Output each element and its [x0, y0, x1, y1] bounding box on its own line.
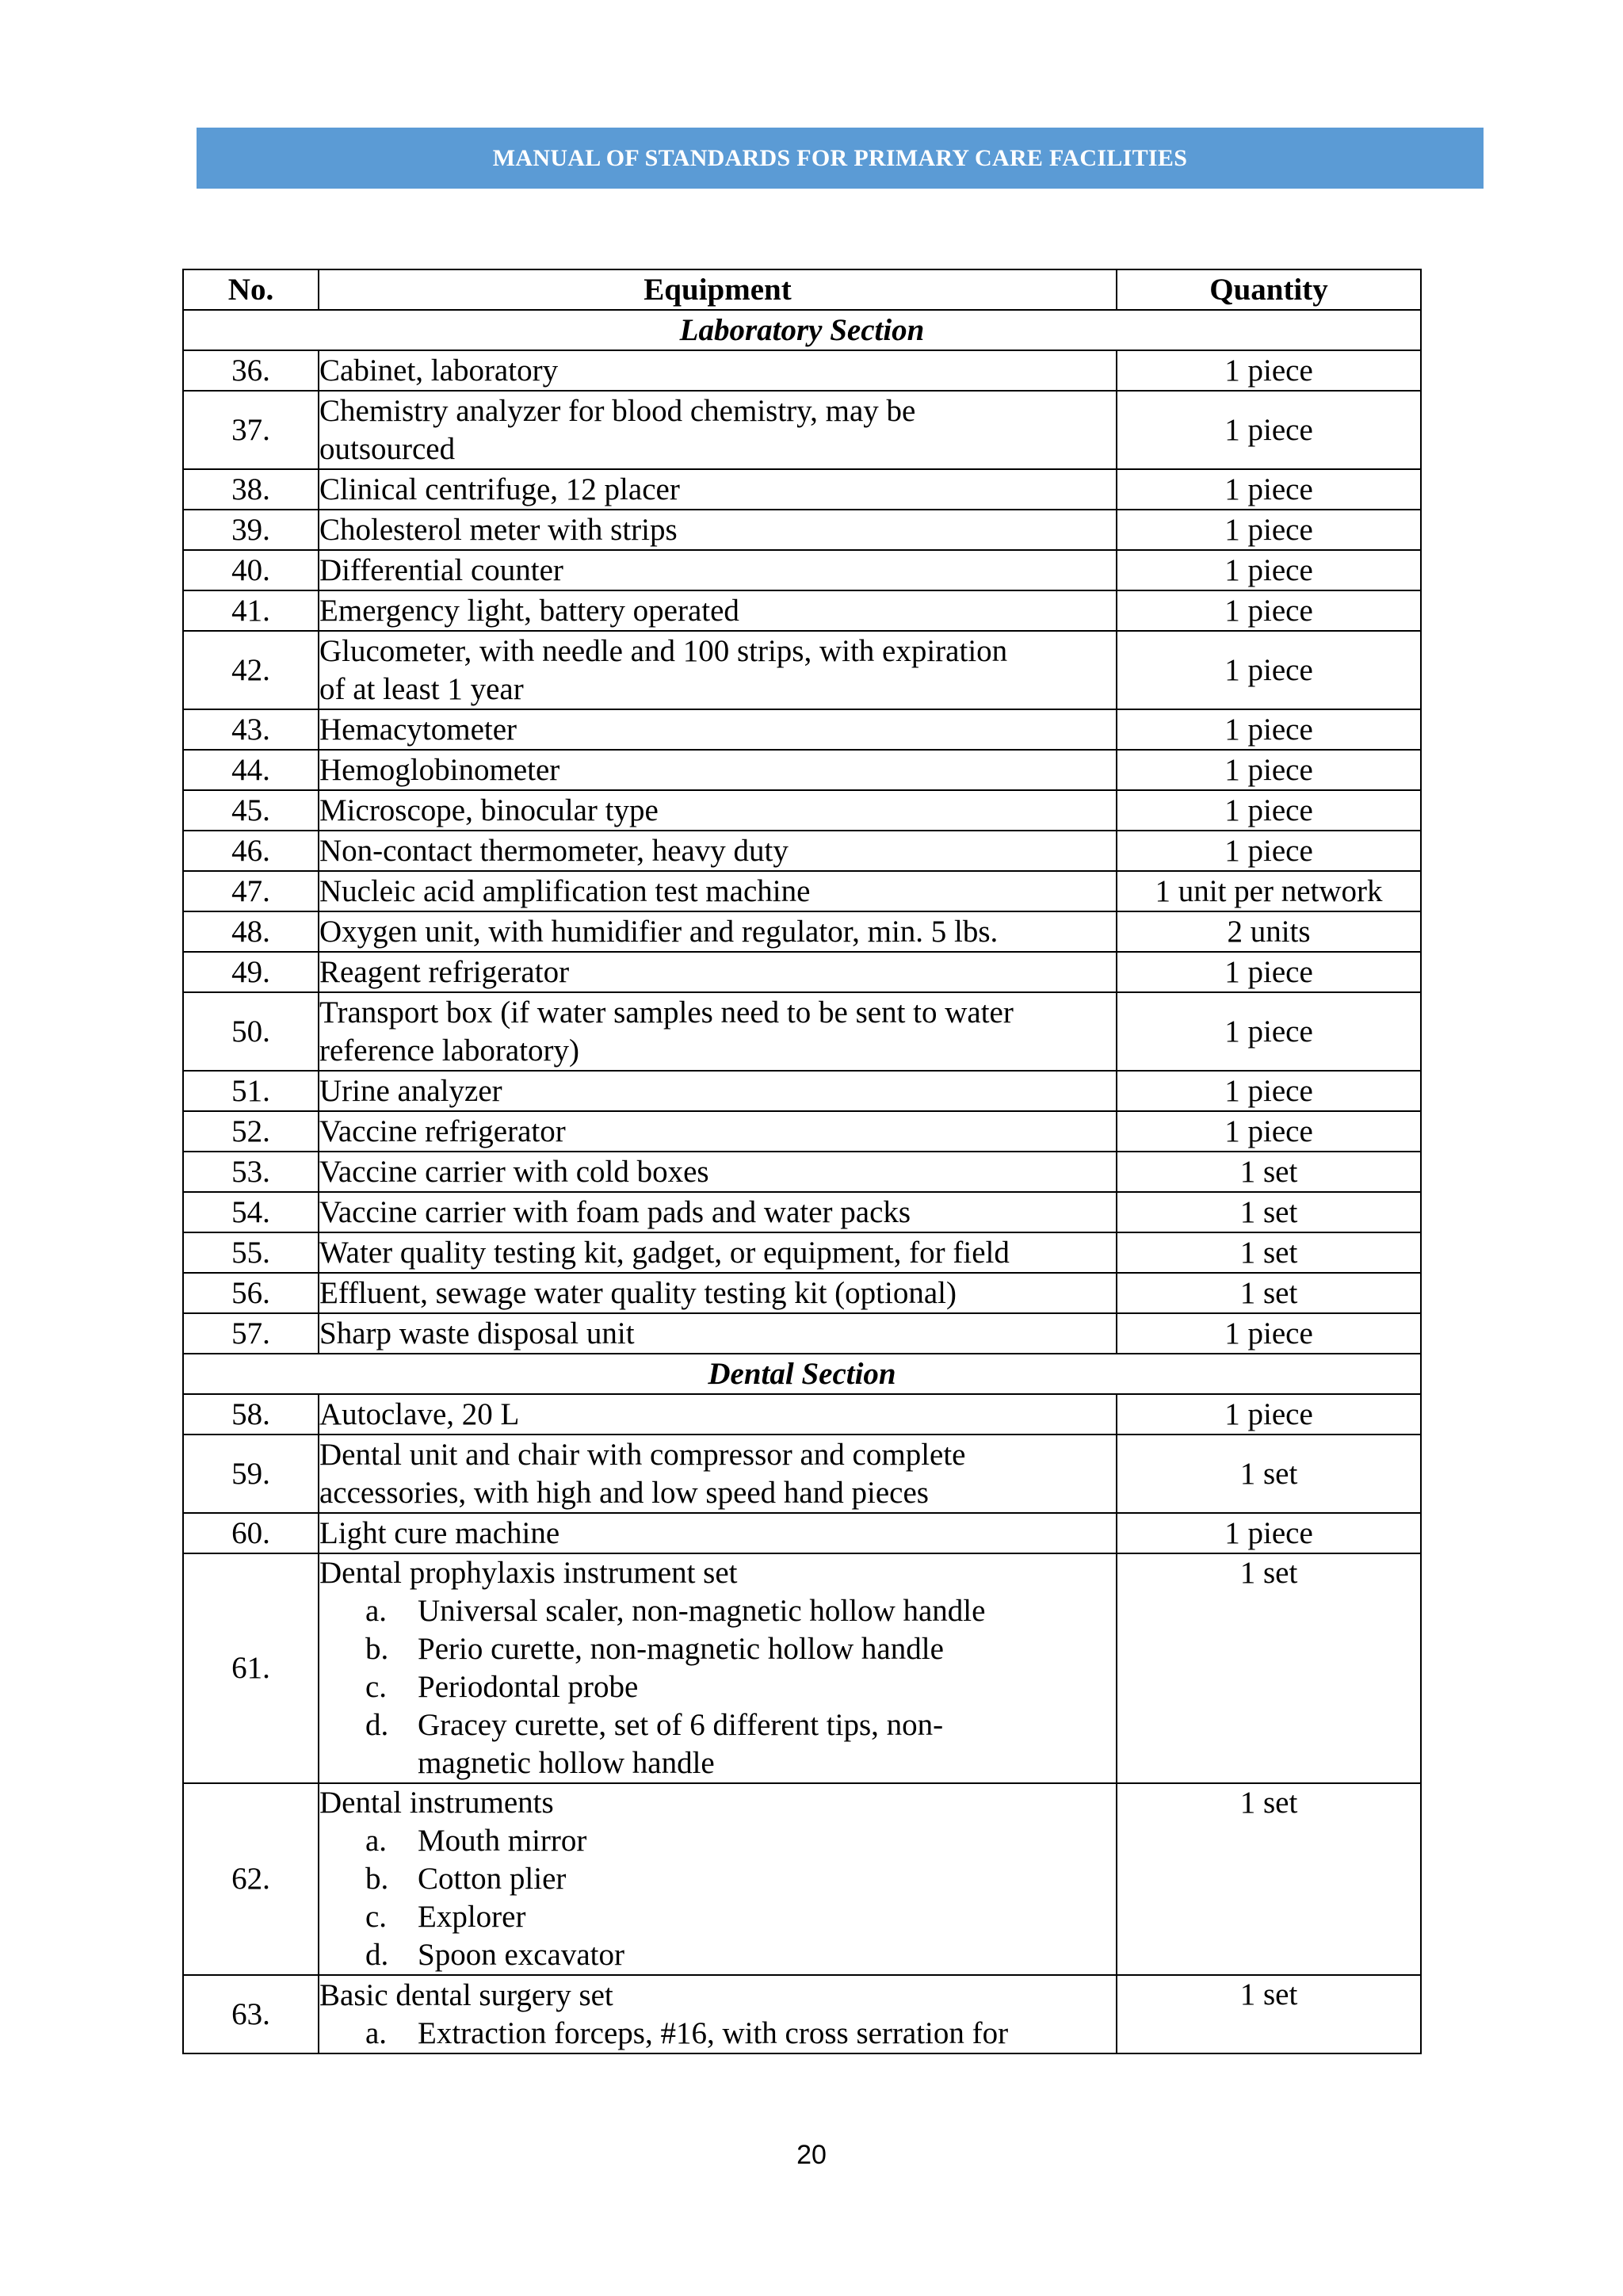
equipment-cell — [319, 790, 1117, 831]
sub-item-letter: a. — [365, 1824, 388, 1858]
row-number: 37. — [183, 391, 319, 469]
equipment-cell — [319, 1152, 1117, 1192]
equipment-text: Cabinet, laboratory — [319, 353, 559, 388]
table-row — [183, 871, 1421, 911]
quantity-cell: 1 piece — [1117, 1313, 1421, 1354]
quantity-cell: 1 set — [1117, 1783, 1421, 1975]
equipment-text: Transport box (if water samples need to be sent to water — [319, 995, 1014, 1030]
equipment-text: Vaccine carrier with foam pads and water packs — [319, 1194, 911, 1229]
row-number: 51. — [183, 1071, 319, 1111]
row-number: 53. — [183, 1152, 319, 1192]
sub-item — [319, 1744, 1116, 1782]
table-row — [183, 1394, 1421, 1435]
table-row — [183, 350, 1421, 391]
equipment-cell — [319, 1394, 1117, 1435]
equipment-cell — [319, 871, 1117, 911]
table-row — [183, 590, 1421, 631]
sub-item-text: Mouth mirror — [418, 1824, 587, 1858]
quantity-cell: 1 piece — [1117, 709, 1421, 750]
row-number: 62. — [183, 1783, 319, 1975]
equipment-cell — [319, 510, 1117, 550]
table-row — [183, 709, 1421, 750]
quantity-cell: 1 set — [1117, 1553, 1421, 1783]
section-title: Laboratory Section — [183, 310, 1421, 350]
table-row — [183, 1232, 1421, 1273]
equipment-text: Basic dental surgery set — [319, 1977, 613, 2012]
quantity-cell: 1 piece — [1117, 1111, 1421, 1152]
quantity-cell: 2 units — [1117, 911, 1421, 952]
row-number: 44. — [183, 750, 319, 790]
equipment-text: Sharp waste disposal unit — [319, 1316, 635, 1350]
equipment-cell — [319, 1232, 1117, 1273]
row-number: 41. — [183, 590, 319, 631]
quantity-cell: 1 set — [1117, 1232, 1421, 1273]
sub-item-text: magnetic hollow handle — [418, 1746, 715, 1780]
table-row — [183, 1273, 1421, 1313]
sub-item — [319, 1706, 1116, 1744]
row-number: 43. — [183, 709, 319, 750]
row-number: 42. — [183, 631, 319, 709]
sub-item-letter: d. — [365, 1938, 389, 1972]
page-number: 20 — [796, 2140, 827, 2170]
table-header-row — [183, 269, 1421, 310]
equipment-text: Emergency light, battery operated — [319, 593, 739, 628]
quantity-cell: 1 unit per network — [1117, 871, 1421, 911]
row-number: 50. — [183, 992, 319, 1071]
equipment-cell — [319, 1553, 1117, 1783]
quantity-cell: 1 piece — [1117, 1071, 1421, 1111]
table-row — [183, 1975, 1421, 2053]
equipment-cell — [319, 992, 1117, 1071]
row-number: 38. — [183, 469, 319, 510]
table-body — [183, 310, 1421, 2053]
equipment-cell — [319, 1111, 1117, 1152]
quantity-cell: 1 piece — [1117, 1513, 1421, 1553]
sub-item — [319, 1630, 1116, 1668]
equipment-cell — [319, 391, 1117, 469]
table-row — [183, 510, 1421, 550]
row-number: 36. — [183, 350, 319, 391]
equipment-cell — [319, 1513, 1117, 1553]
equipment-text: Dental unit and chair with compressor and complete — [319, 1437, 966, 1472]
column-header-no: No. — [183, 269, 319, 310]
row-number: 55. — [183, 1232, 319, 1273]
equipment-text: Light cure machine — [319, 1515, 560, 1550]
row-number: 63. — [183, 1975, 319, 2053]
row-number: 59. — [183, 1435, 319, 1513]
equipment-cell — [319, 1435, 1117, 1513]
equipment-text: Microscope, binocular type — [319, 793, 659, 827]
equipment-text: Cholesterol meter with strips — [319, 512, 678, 547]
equipment-text: Dental instruments — [319, 1786, 554, 1820]
quantity-cell: 1 set — [1117, 1152, 1421, 1192]
equipment-text: Non-contact thermometer, heavy duty — [319, 833, 789, 868]
sub-item — [319, 1822, 1116, 1860]
row-number: 39. — [183, 510, 319, 550]
equipment-cell — [319, 469, 1117, 510]
equipment-cell — [319, 550, 1117, 590]
equipment-text: Glucometer, with needle and 100 strips, with expiration — [319, 633, 1008, 668]
equipment-cell — [319, 350, 1117, 391]
equipment-text: Autoclave, 20 L — [319, 1396, 520, 1431]
equipment-cell — [319, 1273, 1117, 1313]
equipment-text: Clinical centrifuge, 12 placer — [319, 472, 680, 506]
equipment-text: Vaccine refrigerator — [319, 1114, 566, 1148]
sub-item — [319, 1668, 1116, 1706]
equipment-text: of at least 1 year — [319, 671, 524, 706]
sub-item-text: Gracey curette, set of 6 different tips, non- — [418, 1708, 944, 1742]
sub-item-text: Extraction forceps, #16, with cross serration for — [418, 2015, 1009, 2050]
quantity-cell: 1 piece — [1117, 510, 1421, 550]
equipment-cell — [319, 1783, 1117, 1975]
sub-item-text: Perio curette, non-magnetic hollow handle — [418, 1632, 944, 1666]
table-row — [183, 1313, 1421, 1354]
quantity-cell: 1 set — [1117, 1975, 1421, 2053]
row-number: 52. — [183, 1111, 319, 1152]
sub-item-letter: c. — [365, 1670, 388, 1704]
sub-item — [319, 2015, 1116, 2053]
sub-item-letter: b. — [365, 1632, 389, 1666]
section-row — [183, 1354, 1421, 1394]
table-row — [183, 391, 1421, 469]
quantity-cell: 1 piece — [1117, 790, 1421, 831]
table-row — [183, 1553, 1421, 1783]
equipment-cell — [319, 952, 1117, 992]
equipment-cell — [319, 1313, 1117, 1354]
equipment-text: Effluent, sewage water quality testing kit (optional) — [319, 1275, 957, 1310]
sub-item-text: Universal scaler, non-magnetic hollow handle — [418, 1594, 986, 1628]
sub-item — [319, 1898, 1116, 1936]
sub-item — [319, 1860, 1116, 1898]
row-number: 45. — [183, 790, 319, 831]
sub-item-list — [319, 1592, 1116, 1782]
equipment-text: Hemacytometer — [319, 712, 517, 747]
row-number: 46. — [183, 831, 319, 871]
table-row — [183, 1783, 1421, 1975]
row-number: 60. — [183, 1513, 319, 1553]
table-row — [183, 750, 1421, 790]
equipment-text: Reagent refrigerator — [319, 954, 570, 989]
equipment-cell — [319, 709, 1117, 750]
equipment-table — [182, 269, 1422, 2054]
row-number: 49. — [183, 952, 319, 992]
equipment-text: reference laboratory) — [319, 1033, 580, 1068]
sub-item-list — [319, 2015, 1116, 2053]
quantity-cell: 1 set — [1117, 1435, 1421, 1513]
equipment-text: Chemistry analyzer for blood chemistry, may be — [319, 393, 916, 428]
quantity-cell: 1 piece — [1117, 590, 1421, 631]
row-number: 48. — [183, 911, 319, 952]
row-number: 56. — [183, 1273, 319, 1313]
equipment-cell — [319, 590, 1117, 631]
sub-item-letter: a. — [365, 2015, 388, 2050]
table-row — [183, 550, 1421, 590]
equipment-cell — [319, 1975, 1117, 2053]
row-number: 57. — [183, 1313, 319, 1354]
table-row — [183, 831, 1421, 871]
table-row — [183, 1152, 1421, 1192]
equipment-cell — [319, 911, 1117, 952]
sub-item-text: Spoon excavator — [418, 1938, 625, 1972]
table-row — [183, 469, 1421, 510]
quantity-cell: 1 piece — [1117, 550, 1421, 590]
equipment-text: Dental prophylaxis instrument set — [319, 1556, 738, 1590]
sub-item-letter — [365, 1744, 418, 1782]
sub-item-letter: a. — [365, 1594, 388, 1628]
quantity-cell: 1 piece — [1117, 469, 1421, 510]
sub-item-letter: b. — [365, 1862, 389, 1896]
quantity-cell: 1 set — [1117, 1273, 1421, 1313]
quantity-cell: 1 piece — [1117, 350, 1421, 391]
quantity-cell: 1 piece — [1117, 992, 1421, 1071]
sub-item-letter: d. — [365, 1708, 389, 1742]
sub-item-letter: c. — [365, 1900, 388, 1934]
equipment-text: Differential counter — [319, 552, 563, 587]
equipment-text: Vaccine carrier with cold boxes — [319, 1154, 709, 1189]
equipment-text: Hemoglobinometer — [319, 752, 560, 787]
sub-item-text: Cotton plier — [418, 1862, 567, 1896]
row-number: 54. — [183, 1192, 319, 1232]
row-number: 47. — [183, 871, 319, 911]
sub-item-text: Periodontal probe — [418, 1670, 639, 1704]
sub-item-text: Explorer — [418, 1900, 526, 1934]
equipment-cell — [319, 1071, 1117, 1111]
table-row — [183, 1435, 1421, 1513]
quantity-cell: 1 set — [1117, 1192, 1421, 1232]
table-row — [183, 1192, 1421, 1232]
table-row — [183, 911, 1421, 952]
table-row — [183, 1071, 1421, 1111]
equipment-cell — [319, 750, 1117, 790]
equipment-text: Oxygen unit, with humidifier and regulator, min. 5 lbs. — [319, 914, 999, 949]
equipment-text: Water quality testing kit, gadget, or equipment, for field — [319, 1235, 1010, 1270]
row-number: 40. — [183, 550, 319, 590]
column-header-quantity: Quantity — [1117, 269, 1421, 310]
quantity-cell: 1 piece — [1117, 750, 1421, 790]
sub-item-list — [319, 1822, 1116, 1974]
table-row — [183, 1513, 1421, 1553]
row-number: 61. — [183, 1553, 319, 1783]
section-title: Dental Section — [183, 1354, 1421, 1394]
table-row — [183, 952, 1421, 992]
equipment-text: outsourced — [319, 431, 456, 466]
quantity-cell: 1 piece — [1117, 631, 1421, 709]
document-header-banner — [197, 128, 1484, 189]
equipment-text: Urine analyzer — [319, 1073, 502, 1108]
table-row — [183, 992, 1421, 1071]
quantity-cell: 1 piece — [1117, 831, 1421, 871]
quantity-cell: 1 piece — [1117, 1394, 1421, 1435]
equipment-cell — [319, 831, 1117, 871]
equipment-text: accessories, with high and low speed hand pieces — [319, 1475, 929, 1510]
quantity-cell: 1 piece — [1117, 952, 1421, 992]
row-number: 58. — [183, 1394, 319, 1435]
equipment-text: Nucleic acid amplification test machine — [319, 873, 811, 908]
section-row — [183, 310, 1421, 350]
column-header-equipment: Equipment — [319, 269, 1117, 310]
table-row — [183, 1111, 1421, 1152]
document-title: MANUAL OF STANDARDS FOR PRIMARY CARE FACILITIES — [492, 144, 1188, 171]
table-row — [183, 631, 1421, 709]
sub-item — [319, 1936, 1116, 1974]
quantity-cell: 1 piece — [1117, 391, 1421, 469]
table-row — [183, 790, 1421, 831]
equipment-cell — [319, 631, 1117, 709]
sub-item — [319, 1592, 1116, 1630]
equipment-cell — [319, 1192, 1117, 1232]
